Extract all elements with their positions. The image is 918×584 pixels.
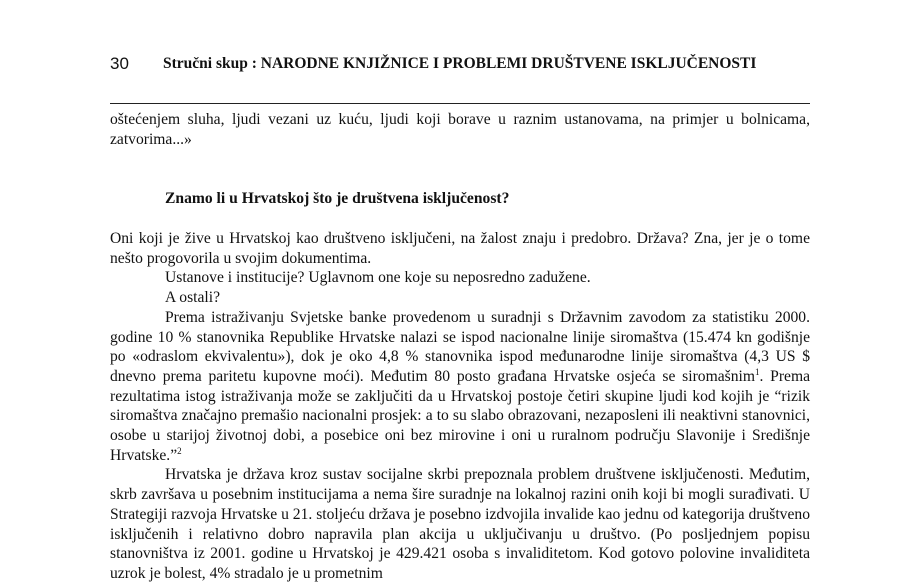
paragraph-4-text-a: Prema istraživanju Svjetske banke provedenom u suradnji s Državnim zavodom za statistiku 2000. godine 10 % stanovnika Republike Hrvatske nalazi se ispod nacionalne linije siromaštva (15.474 kn godišnje po «odraslom ekvivalentu»), dok je oko 4,8 % stanovnika ispod međunarodne linije siromaštva (4,3 US $ dnevno prema paritetu kupovne moći). Međutim 80 posto građana Hrvatske osjeća se siromašnim: [110, 308, 810, 385]
paragraph-4: [110, 308, 810, 466]
carryover-paragraph: oštećenjem sluha, ljudi vezani uz kuću, ljudi koji borave u raznim ustanovama, na primjer u bolnicama, zatvorima...»: [110, 111, 810, 148]
section-heading: Znamo li u Hrvatskoj što je društvena isključenost?: [165, 190, 510, 207]
carryover-text-block: [110, 110, 810, 149]
paragraph-1: Oni koji je žive u Hrvatskoj kao društveno isključeni, na žalost znaju i predobro. Država? Zna, jer je o tome nešto progovorila u svojim dokumentima.: [110, 230, 810, 267]
header-divider: [110, 103, 810, 104]
paragraph-3: A ostali?: [165, 289, 221, 307]
page-number: 30: [110, 54, 129, 73]
running-title: Stručni skup : NARODNE KNJIŽNICE I PROBLEMI DRUŠTVENE ISKLJUČENOSTI: [163, 55, 757, 72]
footnote-ref-2[interactable]: 2: [177, 445, 182, 456]
paragraph-5: Hrvatska je država kroz sustav socijalne skrbi prepoznala problem društvene isključenosti. Međutim, skrb završava u posebnim institucijama a nema šire suradnje na lokalnoj razini onih koji bi mogli surađivati. U Strategiji razvoja Hrvatske u 21. stoljeću država je posebno izdvojila invalide kao jednu od kategorija društveno isključenih i relativno dobro napravila plan akcija u uključivanju u društvo. (Po posljednjem popisu stanovništva iz 2001. godine u Hrvatskoj je 429.421 osoba s invaliditetom. Kod gotovo polovine invaliditeta uzrok je bolest, 4% stradalo je u prometnim: [110, 466, 810, 582]
paragraph-4-text-b: . Prema rezultatima istog istraživanja može se zaključiti da u Hrvatskoj postoje četiri skupine ljudi kod kojih je “rizik siromaštva značajno premašio nacionalni prosjek: a to su slabo obrazovani, nezaposleni ili neaktivni stanovnici, osobe u starijoj životnoj dobi, a posebice oni bez mirovine i oni u ruralnom području Slavonije i Središnje Hrvatske.”: [110, 367, 811, 464]
paragraph-2: Ustanove i institucije? Uglavnom one koje su neposredno zadužene.: [165, 269, 591, 287]
body-text: [110, 229, 810, 584]
footnote-ref-1[interactable]: 1: [754, 366, 760, 377]
